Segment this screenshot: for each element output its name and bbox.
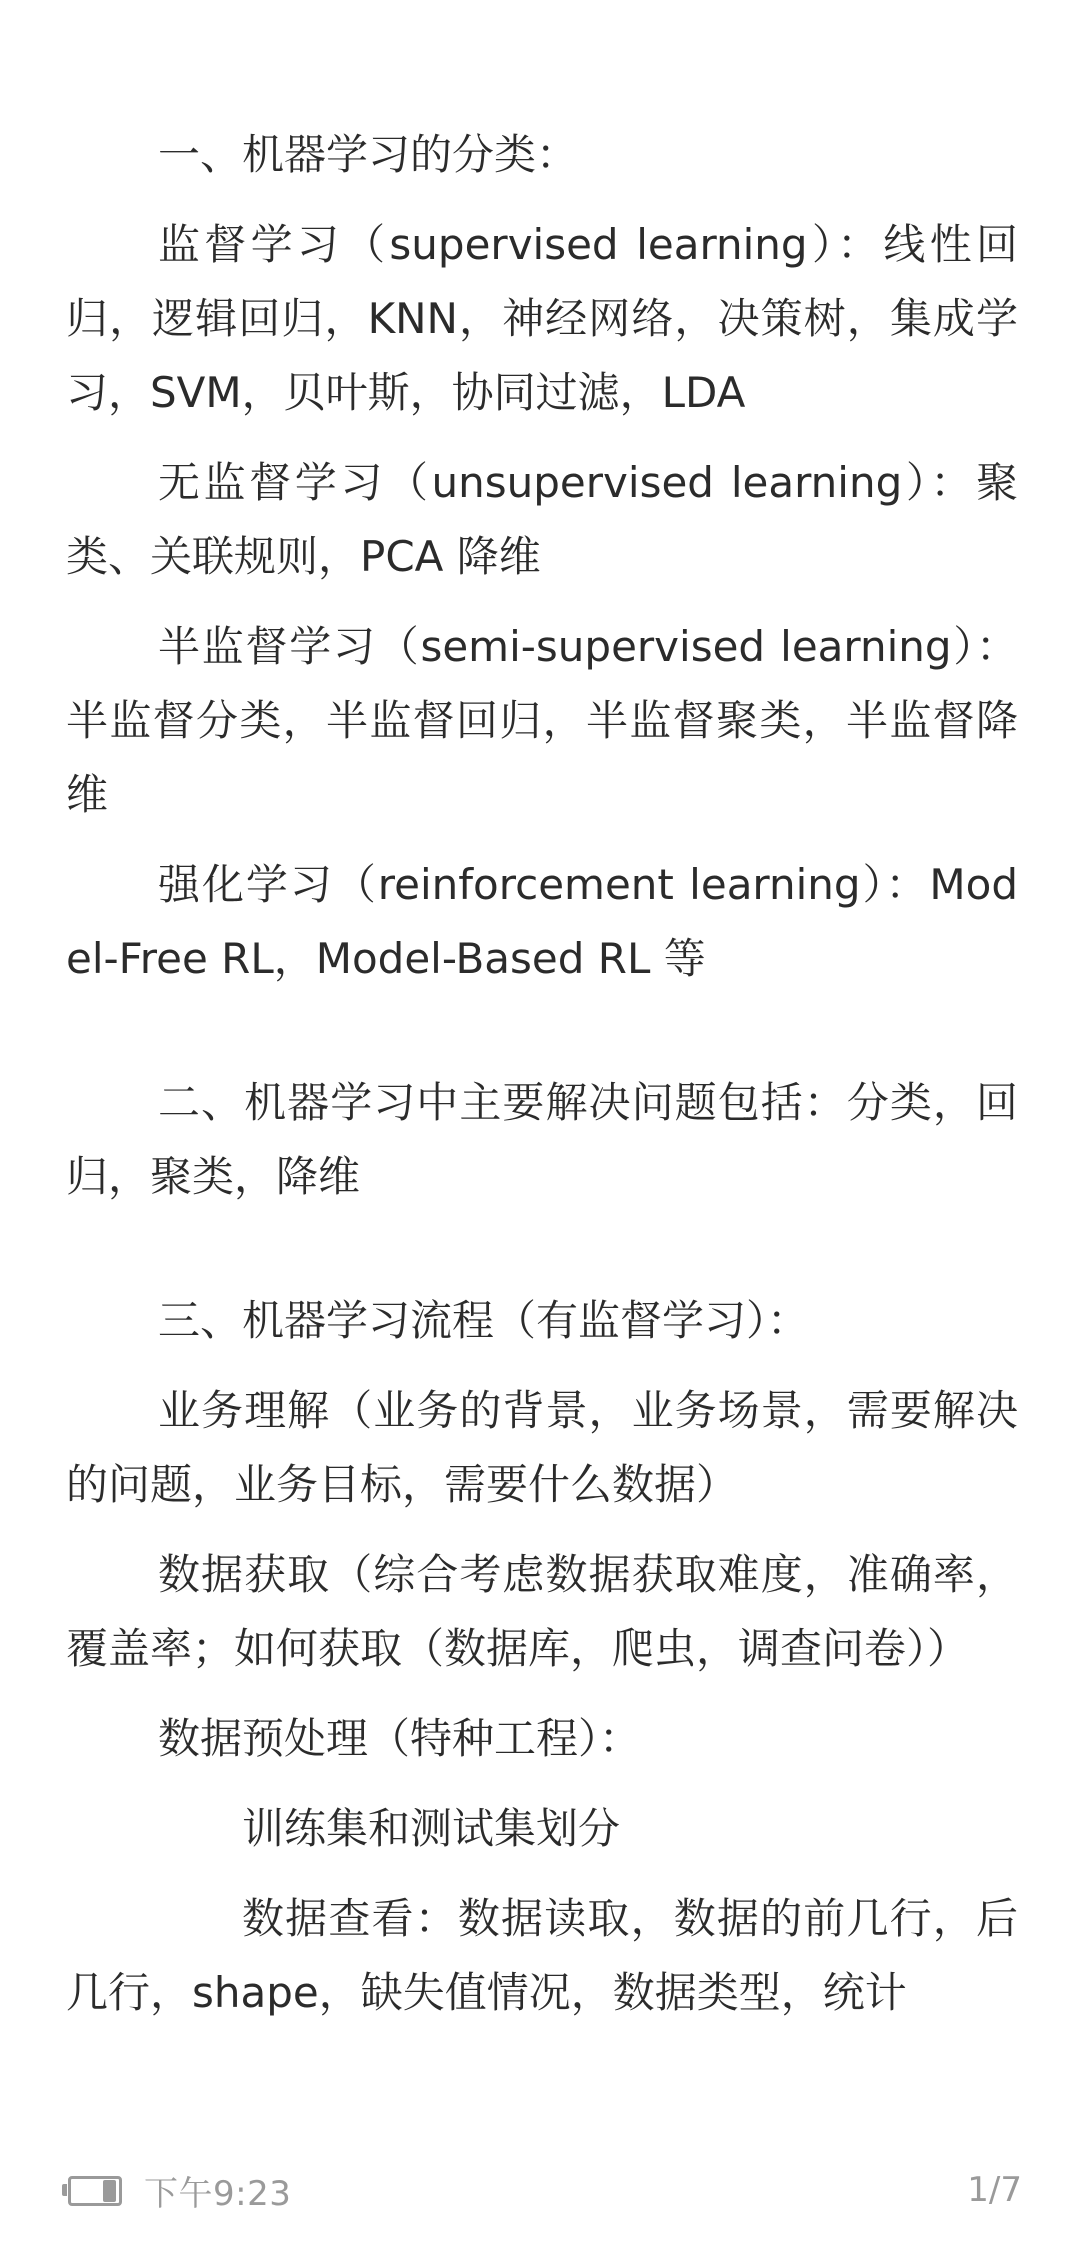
paragraph: 业务理解（业务的背景，业务场景，需要解决的问题，业务目标，需要什么数据） <box>66 1386 1018 1509</box>
paragraph: 数据预处理（特种工程）： <box>158 1714 642 1763</box>
document-content <box>66 118 1018 2046</box>
status-bar <box>62 2160 1022 2220</box>
page-indicator: 1/7 <box>967 2170 1022 2210</box>
battery-cap <box>62 2184 67 2196</box>
battery-fill <box>103 2180 116 2202</box>
clock-time: 下午9:23 <box>144 2173 292 2214</box>
paragraph: 监督学习（supervised learning）：线性回归，逻辑回归，KNN，神经网络，决策树，集成学习，SVM，贝叶斯，协同过滤，LDA <box>66 220 1018 417</box>
paragraph: 数据查看：数据读取，数据的前几行，后几行，shape，缺失值情况，数据类型，统计 <box>66 1894 1018 2017</box>
battery-icon <box>62 2176 120 2204</box>
section-heading: 一、机器学习的分类： <box>158 130 579 179</box>
paragraph: 数据获取（综合考虑数据获取难度，准确率，覆盖率；如何获取（数据库，爬虫，调查问卷）） <box>66 1550 1018 1673</box>
paragraph: 无监督学习（unsupervised learning）：聚类、关联规则，PCA 降维 <box>66 458 1018 581</box>
paragraph: 半监督学习（semi-supervised learning）：半监督分类，半监督回归，半监督聚类，半监督降维 <box>66 622 1018 819</box>
paragraph: 训练集和测试集划分 <box>242 1804 621 1853</box>
section-heading: 二、机器学习中主要解决问题包括：分类，回归，聚类，降维 <box>66 1078 1018 1201</box>
paragraph: 强化学习（reinforcement learning）：Model-Free RL，Model-Based RL 等 <box>66 860 1018 983</box>
section-heading: 三、机器学习流程（有监督学习）： <box>158 1296 810 1345</box>
